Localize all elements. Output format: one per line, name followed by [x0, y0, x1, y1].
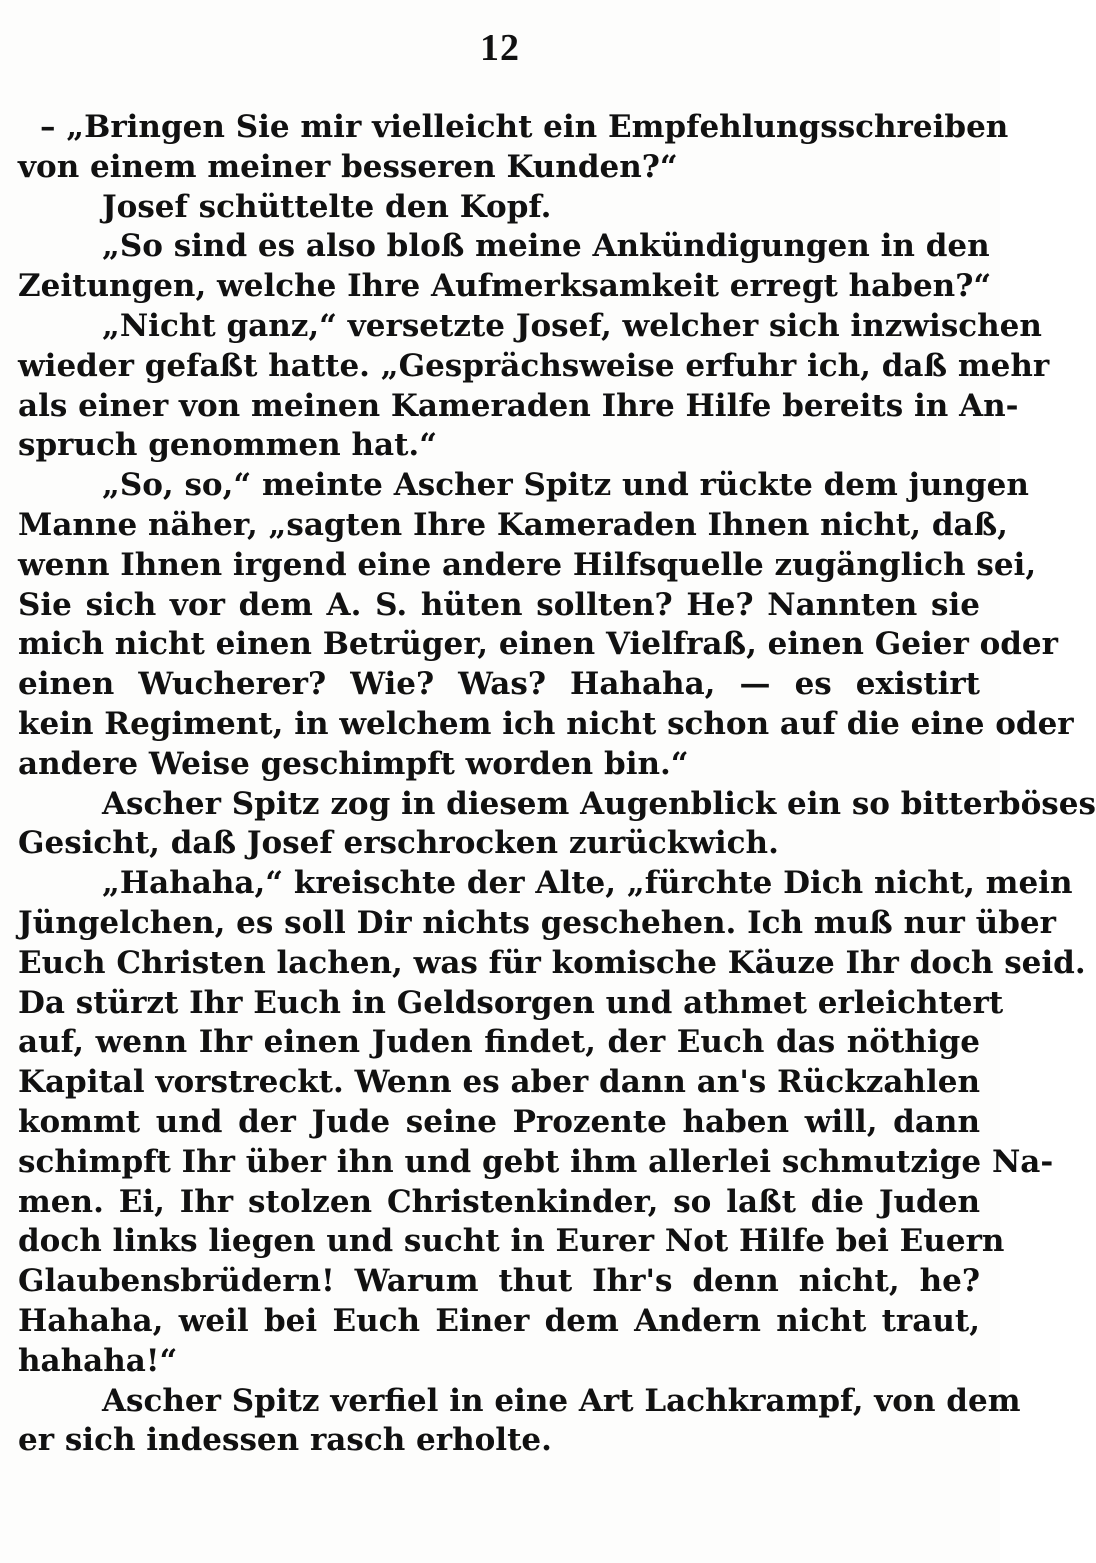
text-line: kein Regiment, in welchem ich nicht schon auf die eine oder	[18, 705, 1074, 742]
text-line: andere Weise geschimpft worden bin.“	[18, 745, 689, 782]
text-line: men. Ei, Ihr stolzen Christenkinder, so laßt die Juden	[18, 1183, 980, 1220]
text-line: „Hahaha,“ kreischte der Alte, „fürchte Dich nicht, mein	[102, 865, 1073, 902]
text-line: von einem meiner besseren Kunden?“	[18, 148, 678, 185]
text-line: Glaubensbrüdern! Warum thut Ihr's denn nicht, he?	[18, 1263, 980, 1300]
text-line: Jüngelchen, es soll Dir nichts geschehen. Ich muß nur über	[18, 904, 1056, 941]
text-line: „Nicht ganz,“ versetzte Josef, welcher sich inzwischen	[102, 307, 1042, 344]
text-line: Gesicht, daß Josef erschrocken zurückwich.	[18, 825, 779, 862]
text-line: wenn Ihnen irgend eine andere Hilfsquelle zugänglich sei,	[18, 546, 1037, 583]
text-line: Hahaha, weil bei Euch Einer dem Andern nicht traut,	[18, 1302, 980, 1339]
text-line: doch links liegen und sucht in Eurer Not Hilfe bei Euern	[18, 1223, 1005, 1260]
text-line: Ascher Spitz verfiel in eine Art Lachkrampf, von dem	[102, 1382, 1021, 1419]
text-line: als einer von meinen Kameraden Ihre Hilfe bereits in An-	[18, 387, 1019, 424]
text-line: Euch Christen lachen, was für komische Käuze Ihr doch seid.	[18, 944, 1086, 981]
body-text	[18, 108, 1096, 1461]
text-line: schimpft Ihr über ihn und gebt ihm allerlei schmutzige Na-	[18, 1143, 1054, 1180]
text-line: Kapital vorstreckt. Wenn es aber dann an's Rückzahlen	[18, 1064, 980, 1101]
text-line: Josef schüttelte den Kopf.	[102, 188, 552, 225]
text-line: Sie sich vor dem A. S. hüten sollten? He? Nannten sie	[18, 586, 980, 623]
text-line: wieder gefaßt hatte. „Gesprächsweise erfuhr ich, daß mehr	[18, 347, 1050, 384]
text-line: Manne näher, „sagten Ihre Kameraden Ihnen nicht, daß,	[18, 506, 1008, 543]
text-line: er sich indessen rasch erholte.	[18, 1422, 552, 1459]
text-line: „So sind es also bloß meine Ankündigungen in den	[102, 228, 990, 265]
text-line: Ascher Spitz zog in diesem Augenblick ein so bitterböses	[102, 785, 1096, 822]
text-line: auf, wenn Ihr einen Juden findet, der Euch das nöthige	[18, 1024, 980, 1061]
text-line: – „Bringen Sie mir vielleicht ein Empfehlungsschreiben	[40, 109, 1009, 145]
text-line: spruch genommen hat.“	[18, 427, 438, 464]
text-line: kommt und der Jude seine Prozente haben will, dann	[18, 1103, 980, 1140]
text-line: Zeitungen, welche Ihre Aufmerksamkeit erregt haben?“	[18, 268, 992, 305]
text-line: hahaha!“	[18, 1342, 178, 1379]
text-line: „So, so,“ meinte Ascher Spitz und rückte dem jungen	[102, 467, 1029, 504]
page-number: 12	[480, 27, 520, 69]
text-line: mich nicht einen Betrüger, einen Vielfraß, einen Geier oder	[18, 626, 1058, 663]
text-line: Da stürzt Ihr Euch in Geldsorgen und athmet erleichtert	[18, 984, 1004, 1021]
text-line: einen Wucherer? Wie? Was? Hahaha, — es existirt	[18, 666, 980, 703]
